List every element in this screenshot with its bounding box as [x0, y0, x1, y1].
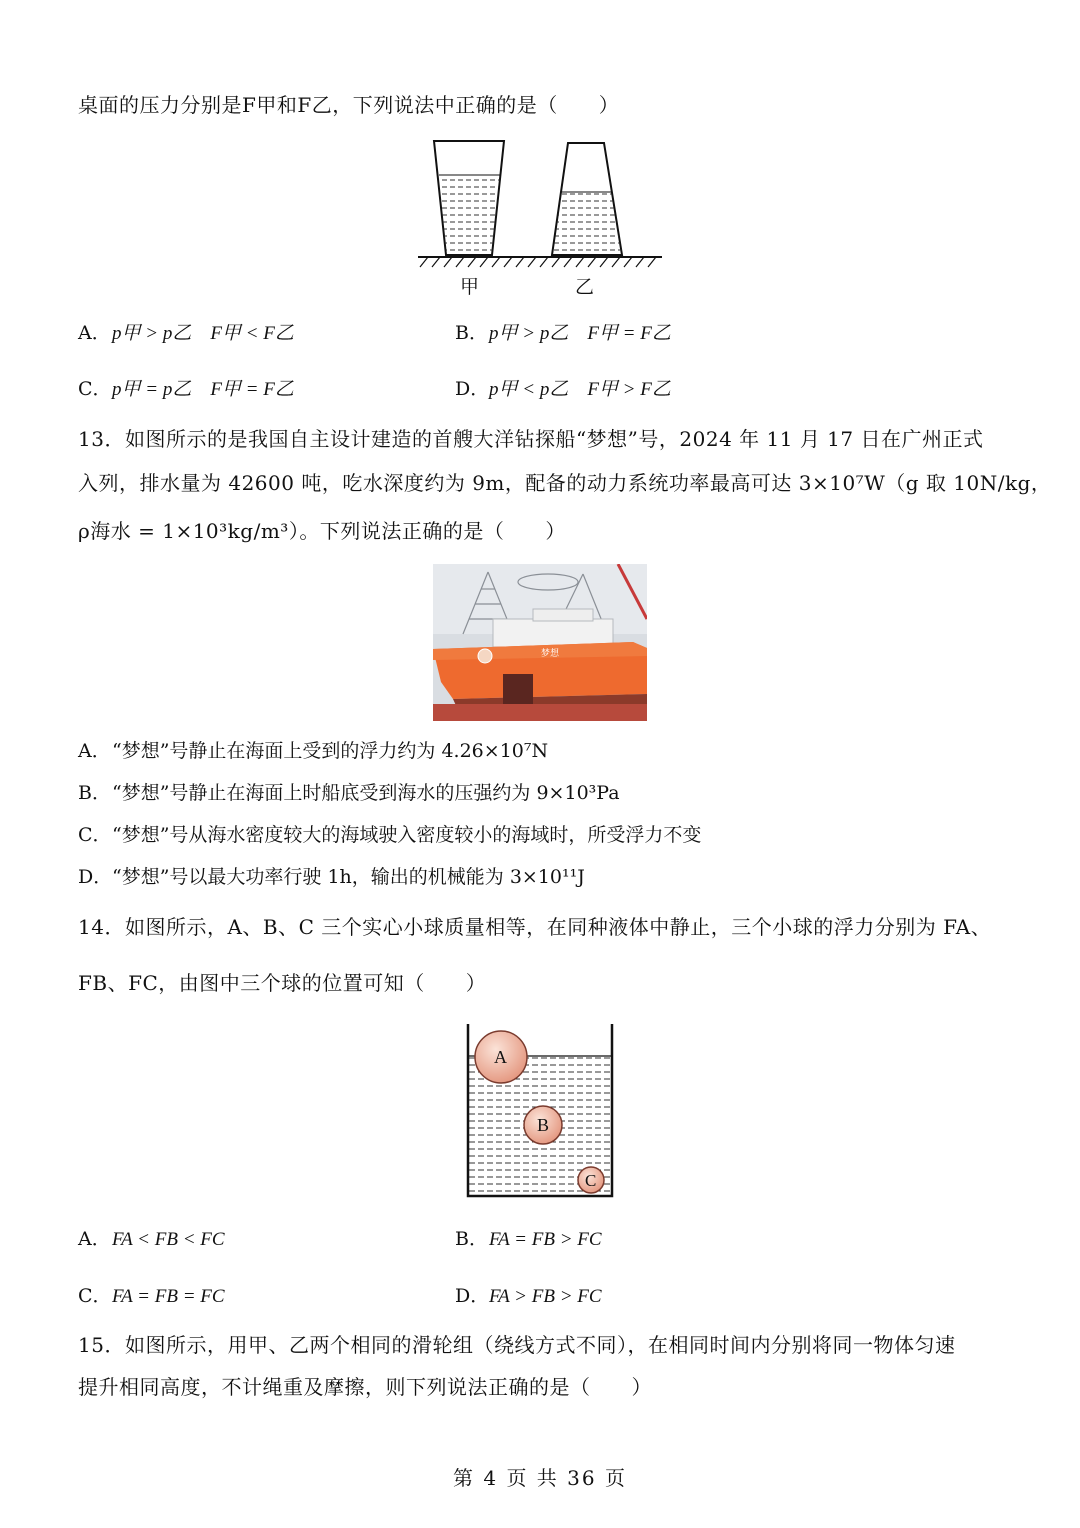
q14-option-c[interactable]: C．FA = FB = FC — [78, 1285, 225, 1307]
ball-c-label: C — [585, 1171, 597, 1190]
q13-option-b[interactable]: B．“梦想”号静止在海面上时船底受到海水的压强约为 9×10³Pa — [78, 782, 620, 804]
ship-name-text: 梦想 — [541, 649, 560, 659]
q14-balls-figure — [460, 1020, 620, 1202]
q12-option-a[interactable]: A．p甲 > p乙 F甲 < F乙 — [78, 322, 294, 344]
ship-photo — [433, 564, 647, 721]
q12-option-d[interactable]: D．p甲 < p乙 F甲 > F乙 — [455, 378, 671, 400]
q15-line-2: 提升相同高度，不计绳重及摩擦，则下列说法正确的是（ ） — [78, 1375, 652, 1399]
q14-option-b[interactable]: B．FA = FB > FC — [455, 1228, 602, 1250]
q15-line-1: 15．如图所示，用甲、乙两个相同的滑轮组（绕线方式不同），在相同时间内分别将同一物体匀速 — [78, 1333, 956, 1357]
page-footer: 第 4 页 共 36 页 — [453, 1466, 627, 1490]
q14-option-a[interactable]: A．FA < FB < FC — [78, 1228, 225, 1250]
q13-option-c[interactable]: C．“梦想”号从海水密度较大的海域驶入密度较小的海域时，所受浮力不变 — [78, 824, 702, 846]
q12-stem: 桌面的压力分别是F甲和F乙，下列说法中正确的是（ ） — [78, 93, 620, 117]
ball-b-label: B — [537, 1115, 550, 1135]
q14-line-2: FB、FC，由图中三个球的位置可知（ ） — [78, 971, 487, 995]
q13-line-2: 入列，排水量为 42600 吨，吃水深度约为 9m，配备的动力系统功率最高可达 3×10⁷W（g 取 10N/kg， — [78, 471, 1052, 495]
q14-line-1: 14．如图所示，A、B、C 三个实心小球质量相等，在同种液体中静止，三个小球的浮力分别为 FA、 — [78, 915, 992, 939]
ball-a-label: A — [494, 1047, 507, 1067]
q13-line-1: 13．如图所示的是我国自主设计建造的首艘大洋钻探船“梦想”号，2024 年 11 月 17 日在广州正式 — [78, 427, 984, 451]
label-yi: 乙 — [575, 276, 595, 298]
q12-containers-figure — [410, 135, 670, 305]
q13-option-a[interactable]: A．“梦想”号静止在海面上受到的浮力约为 4.26×10⁷N — [78, 740, 549, 762]
q13-line-3: ρ海水 = 1×10³kg/m³）。下列说法正确的是（ ） — [78, 519, 566, 543]
label-jia: 甲 — [460, 276, 480, 298]
q14-option-d[interactable]: D．FA > FB > FC — [455, 1285, 602, 1307]
q12-option-b[interactable]: B．p甲 > p乙 F甲 = F乙 — [455, 322, 671, 344]
q12-option-c[interactable]: C．p甲 = p乙 F甲 = F乙 — [78, 378, 294, 400]
q13-option-d[interactable]: D．“梦想”号以最大功率行驶 1h，输出的机械能为 3×10¹¹J — [78, 866, 585, 888]
